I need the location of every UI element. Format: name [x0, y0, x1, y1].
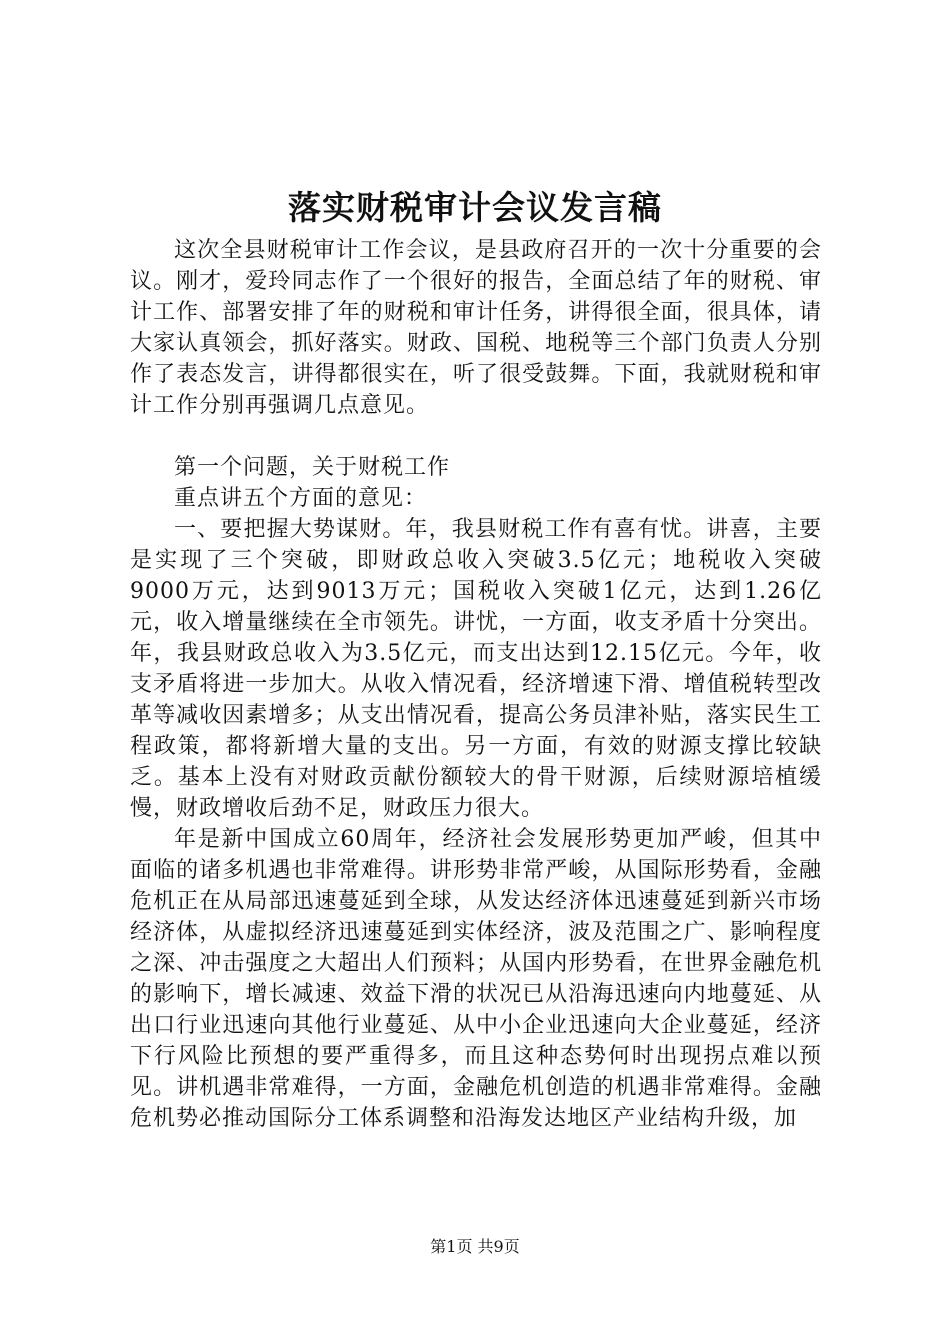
section-subheading: 重点讲五个方面的意见： [174, 486, 428, 511]
section-heading-finance-tax: 第一个问题，关于财税工作 [174, 455, 451, 480]
paragraph-spacer [130, 421, 822, 452]
paragraph-intro: 这次全县财税审计工作会议，是县政府召开的一次十分重要的会议。刚才，爱玲同志作了一个很好的报告，全面总结了年的财税、审计工作、部署安排了年的财税和审计任务，讲得很全面，很具体，请大家认真领会，抓好落实。财政、国税、地税等三个部门负责人分别作了表态发言，讲得都很实在，听了很受鼓舞。下面，我就财税和审计工作分别再强调几点意见。 [130, 238, 822, 418]
paragraph-point-one: 一、要把握大势谋财。年，我县财税工作有喜有忧。讲喜，主要是实现了三个突破，即财政总收入突破3.5亿元；地税收入突破9000万元，达到9013万元；国税收入突破1亿元，达到1.26亿元，收入增量继续在全市领先。讲忧，一方面，收支矛盾十分突出。年，我县财政总收入为3.5亿元，而支出达到12.15亿元。今年，收支矛盾将进一步加大。从收入情况看，经济增速下滑、增值税转型改革等减收因素增多；从支出情况看，提高公务员津补贴，落实民生工程政策，都将新增大量的支出。另一方面，有效的财源支撑比较缺乏。基本上没有对财政贡献份额较大的骨干财源，后续财源培植缓慢，财政增收后劲不足，财政压力很大。 [130, 517, 822, 821]
paragraph-situation: 年是新中国成立60周年，经济社会发展形势更加严峻，但其中面临的诸多机遇也非常难得。讲形势非常严峻，从国际形势看，金融危机正在从局部迅速蔓延到全球，从发达经济体迅速蔓延到新兴市场经济体，从虚拟经济迅速蔓延到实体经济，波及范围之广、影响程度之深、冲击强度之大超出人们预料；从国内形势看，在世界金融危机的影响下，增长减速、效益下滑的状况已从沿海迅速向内地蔓延、从出口行业迅速向其他行业蔓延、从中小企业迅速向大企业蔓延，经济下行风险比预想的要严重得多，而且这种态势何时出现拐点难以预见。讲机遇非常难得，一方面，金融危机创造的机遇非常难得。金融危机势必推动国际分工体系调整和沿海发达地区产业结构升级，加 [130, 827, 822, 1131]
document-title: 落实财税审计会议发言稿 [288, 188, 662, 227]
page-number-label: 第1页 共9页 [430, 1237, 520, 1256]
document-body [130, 235, 822, 1134]
page-footer [0, 1236, 950, 1258]
